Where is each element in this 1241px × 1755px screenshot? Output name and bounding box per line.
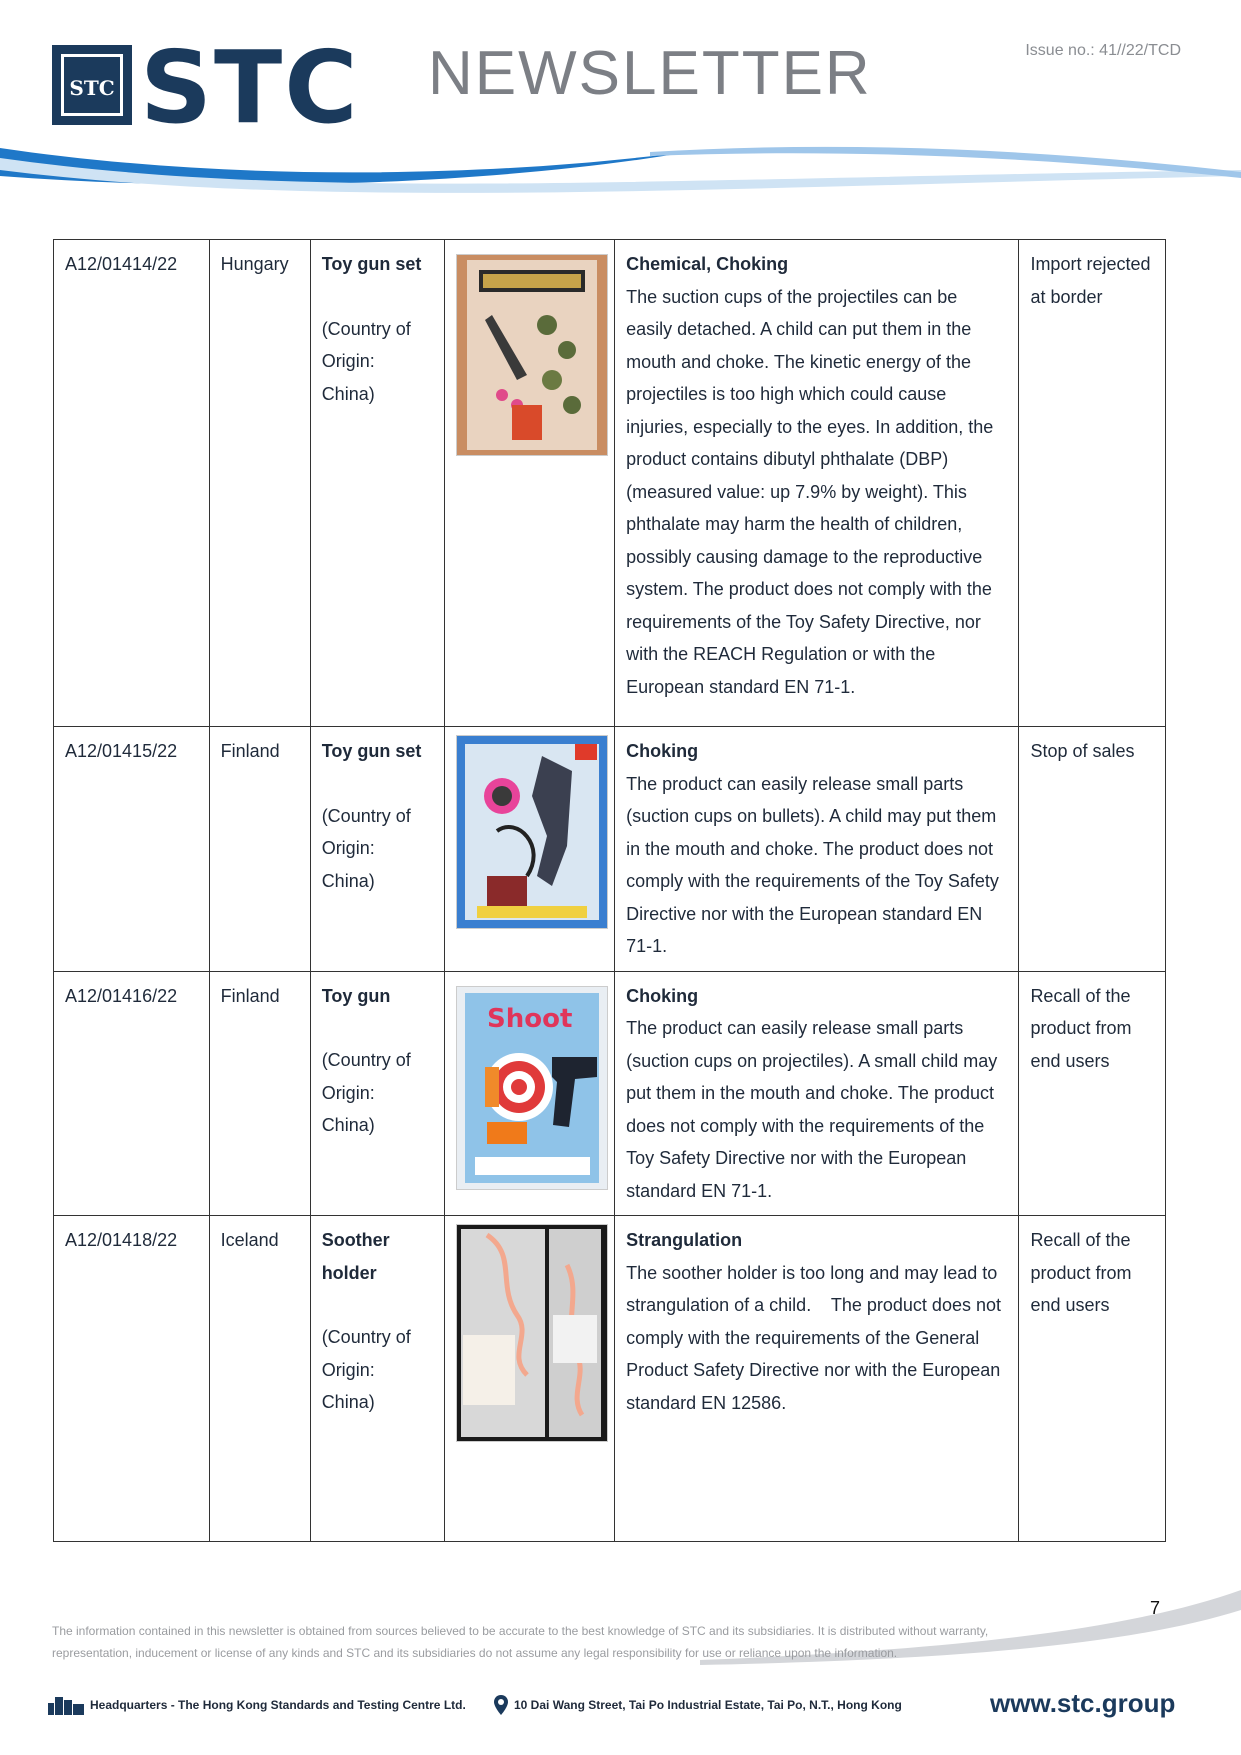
hazard-type: Chemical, Choking xyxy=(626,254,789,274)
building-icon xyxy=(48,1695,84,1715)
hazard-type: Strangulation xyxy=(626,1230,743,1250)
product-image-cell xyxy=(444,240,614,727)
product-image-cell xyxy=(444,727,614,972)
country-of-origin: (Country of Origin: China) xyxy=(321,805,411,891)
hazard-cell xyxy=(615,1216,1019,1542)
address-info xyxy=(494,1695,902,1715)
product-name: Toy gun set xyxy=(321,741,422,761)
toy-gun-set-photo xyxy=(456,254,608,456)
headquarters-info xyxy=(48,1695,466,1715)
country-of-origin: (Country of Origin: China) xyxy=(321,1327,411,1412)
newsletter-title: NEWSLETTER xyxy=(428,39,872,108)
hazard-description: The suction cups of the projectiles can be easily detached. A child can put them in the mouth and choke. The kinetic energy of the projectiles is too high which could cause injuries, especially to the eyes. In addition, the product contains dibutyl phthalate (DBP) (measured value: up 7.9% by weight). This phthalate may harm the health of children, possibly causing damage to the reproductive system. The product does not comply with the requirements of the Toy Safety Directive, nor with the REACH Regulation or with the European standard EN 71-1. xyxy=(626,286,994,697)
table-row xyxy=(54,971,1166,1216)
measure-taken: Recall of the product from end users xyxy=(1019,971,1166,1216)
product-cell xyxy=(310,240,444,727)
country-of-origin: (Country of Origin: China) xyxy=(321,318,411,404)
product-name: Toy gun set xyxy=(321,254,422,274)
location-pin-icon xyxy=(494,1695,508,1715)
product-cell xyxy=(310,1216,444,1542)
table-row xyxy=(54,727,1166,972)
reference-number: A12/01416/22 xyxy=(54,971,210,1216)
table-row xyxy=(54,240,1166,727)
reference-number: A12/01415/22 xyxy=(54,727,210,972)
product-image-cell xyxy=(444,971,614,1216)
hazard-type: Choking xyxy=(626,985,699,1006)
stc-logo-mark xyxy=(52,45,132,125)
hazard-description: The product can easily release small parts (suction cups on projectiles). A small child may put them in the mouth and choke. The product does not comply with the requirements of the Toy Safety Directive nor with the European standard EN 71-1. xyxy=(626,1018,998,1201)
product-name: Soother holder xyxy=(321,1230,390,1283)
reference-number: A12/01418/22 xyxy=(54,1216,210,1542)
issue-number: Issue no.: 41//22/TCD xyxy=(1025,42,1181,59)
hazard-cell xyxy=(615,727,1019,972)
hazard-description: The soother holder is too long and may lead to strangulation of a child. The product does not comply with the requirements of the General Product Safety Directive nor with the European standard EN 12586. xyxy=(626,1262,1006,1413)
notifying-country: Iceland xyxy=(209,1216,310,1542)
hazard-cell xyxy=(615,240,1019,727)
notifying-country: Hungary xyxy=(209,240,310,727)
measure-taken: Stop of sales xyxy=(1019,727,1166,972)
product-name: Toy gun xyxy=(321,985,391,1006)
toy-gun-photo xyxy=(456,986,608,1190)
recall-table xyxy=(53,239,1166,1542)
notifying-country: Finland xyxy=(209,971,310,1216)
header-swoosh-decoration xyxy=(0,140,1241,200)
product-cell xyxy=(310,727,444,972)
website-link[interactable]: www.stc.group xyxy=(990,1688,1176,1718)
measure-taken: Import rejected at border xyxy=(1019,240,1166,727)
svg-text:Shoot: Shoot xyxy=(486,1003,573,1034)
headquarters-label: Headquarters - The Hong Kong Standards and Testing Centre Ltd. xyxy=(90,1698,466,1712)
toy-gun-set-photo xyxy=(456,735,608,929)
reference-number: A12/01414/22 xyxy=(54,240,210,727)
disclaimer-text: The information contained in this newsletter is obtained from sources believed to be accurate to the best knowledge of STC and its subsidiaries. It is distributed without warranty, representation, inducement or license of any kinds and STC and its subsidiaries do not assume any legal responsibility for use or reliance upon the information. xyxy=(52,1624,989,1660)
page-number: 7 xyxy=(1150,1598,1161,1618)
notifying-country: Finland xyxy=(209,727,310,972)
hazard-cell xyxy=(615,971,1019,1216)
stc-logo-text: STC xyxy=(140,29,360,146)
product-cell xyxy=(310,971,444,1216)
measure-taken: Recall of the product from end users xyxy=(1019,1216,1166,1542)
hazard-type: Choking xyxy=(626,741,699,761)
soother-holder-photo xyxy=(456,1224,608,1442)
product-image-cell xyxy=(444,1216,614,1542)
country-of-origin: (Country of Origin: China) xyxy=(321,1050,411,1135)
logo-monogram: STC xyxy=(61,54,123,116)
hazard-description: The product can easily release small parts (suction cups on bullets). A child may put them in the mouth and choke. The product does not comply with the requirements of the Toy Safety Directive nor with the European standard EN 71-1. xyxy=(626,773,999,956)
table-row xyxy=(54,1216,1166,1542)
address-label: 10 Dai Wang Street, Tai Po Industrial Estate, Tai Po, N.T., Hong Kong xyxy=(514,1698,902,1712)
